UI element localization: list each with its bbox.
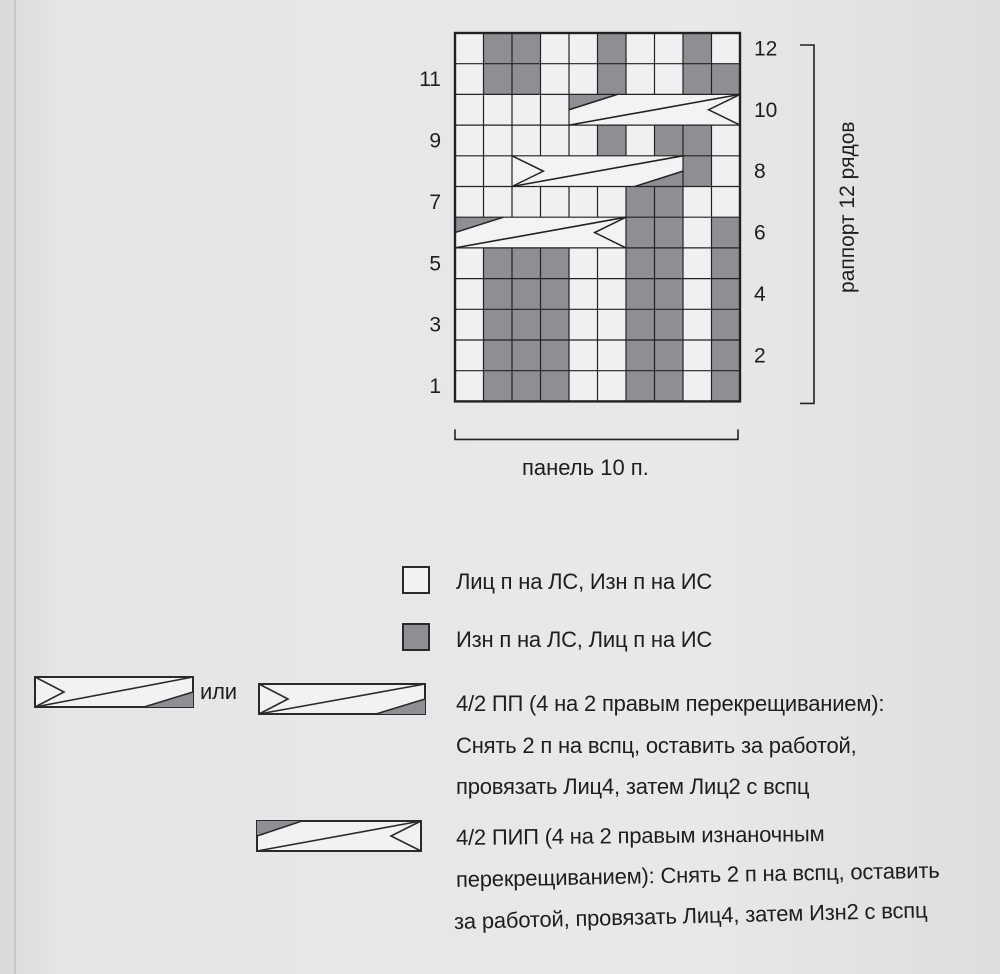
purl-cell (712, 309, 741, 340)
purl-cell (683, 33, 712, 64)
purl-cell (626, 371, 655, 402)
legend-knit-swatch (402, 566, 430, 594)
legend-cable-rpc-line-3: за работой, провязать Лиц4, затем Изн2 с вспц (453, 897, 928, 934)
purl-cell (484, 64, 513, 95)
purl-cell (683, 125, 712, 156)
legend-cable-rc-icon-a (34, 676, 196, 710)
repeat-label: раппорт 12 рядов (836, 121, 859, 293)
purl-cell (484, 371, 513, 402)
purl-cell (598, 125, 627, 156)
panel-label: панель 10 п. (522, 455, 649, 480)
purl-cell (512, 248, 541, 279)
row-label-left: 11 (419, 68, 441, 92)
purl-cell (598, 64, 627, 95)
purl-cell (484, 33, 513, 64)
purl-cell (626, 248, 655, 279)
purl-cell (655, 279, 684, 310)
purl-cell (512, 340, 541, 371)
purl-cell (484, 340, 513, 371)
legend-cable-rc-line-1: 4/2 ПП (4 на 2 правым перекрещиванием): (456, 691, 885, 716)
purl-cell (683, 64, 712, 95)
legend-purl-swatch (402, 623, 430, 651)
row-label-left: 3 (429, 313, 441, 337)
legend-cable-rc-icon-b (258, 683, 428, 717)
legend-or-text: или (200, 679, 237, 704)
row-label-left: 7 (429, 190, 441, 214)
purl-cell (655, 248, 684, 279)
purl-cell (655, 187, 684, 218)
purl-cell (712, 340, 741, 371)
purl-cell (626, 309, 655, 340)
purl-cell (712, 279, 741, 310)
row-label-right: 12 (754, 37, 778, 61)
row-label-right: 10 (754, 98, 778, 122)
row-label-right: 6 (754, 221, 766, 245)
purl-cell (512, 371, 541, 402)
purl-cell (712, 217, 741, 248)
purl-cell (712, 371, 741, 402)
purl-cell (712, 248, 741, 279)
purl-cell (541, 309, 570, 340)
purl-cell (655, 309, 684, 340)
purl-cell (512, 309, 541, 340)
purl-cell (626, 187, 655, 218)
purl-cell (541, 371, 570, 402)
repeat-bracket (800, 45, 814, 403)
legend-cable-rpc-icon (256, 820, 424, 854)
purl-cell (484, 279, 513, 310)
row-label-left: 5 (429, 252, 441, 276)
purl-cell (626, 340, 655, 371)
legend-purl-text: Изн п на ЛС, Лиц п на ИС (456, 627, 713, 652)
row-label-left: 9 (429, 129, 441, 153)
row-label-right: 4 (754, 282, 766, 306)
purl-cell (655, 340, 684, 371)
purl-cell (484, 248, 513, 279)
panel-bracket (455, 429, 738, 439)
legend-cable-rpc-line-2: перекрещиванием): Снять 2 п на вспц, оставить (455, 857, 940, 892)
purl-cell (512, 279, 541, 310)
purl-cell (655, 217, 684, 248)
purl-cell (626, 217, 655, 248)
purl-cell (541, 340, 570, 371)
legend-cable-rc-line-2: Снять 2 п на вспц, оставить за работой, (456, 733, 857, 758)
row-label-left: 1 (429, 375, 441, 399)
legend-cable-rpc-line-1: 4/2 ПИП (4 на 2 правым изнаночным (455, 821, 825, 850)
row-label-right: 2 (754, 344, 766, 368)
purl-cell (541, 248, 570, 279)
purl-cell (484, 309, 513, 340)
purl-cell (626, 279, 655, 310)
legend-knit-text: Лиц п на ЛС, Изн п на ИС (456, 569, 713, 594)
legend-cable-rc-line-3: провязать Лиц4, затем Лиц2 с вспц (456, 774, 810, 799)
purl-cell (655, 371, 684, 402)
purl-cell (512, 64, 541, 95)
row-label-right: 8 (754, 160, 766, 184)
purl-cell (683, 156, 712, 187)
purl-cell (512, 33, 541, 64)
purl-cell (712, 64, 741, 95)
purl-cell (598, 33, 627, 64)
purl-cell (655, 125, 684, 156)
purl-cell (541, 279, 570, 310)
